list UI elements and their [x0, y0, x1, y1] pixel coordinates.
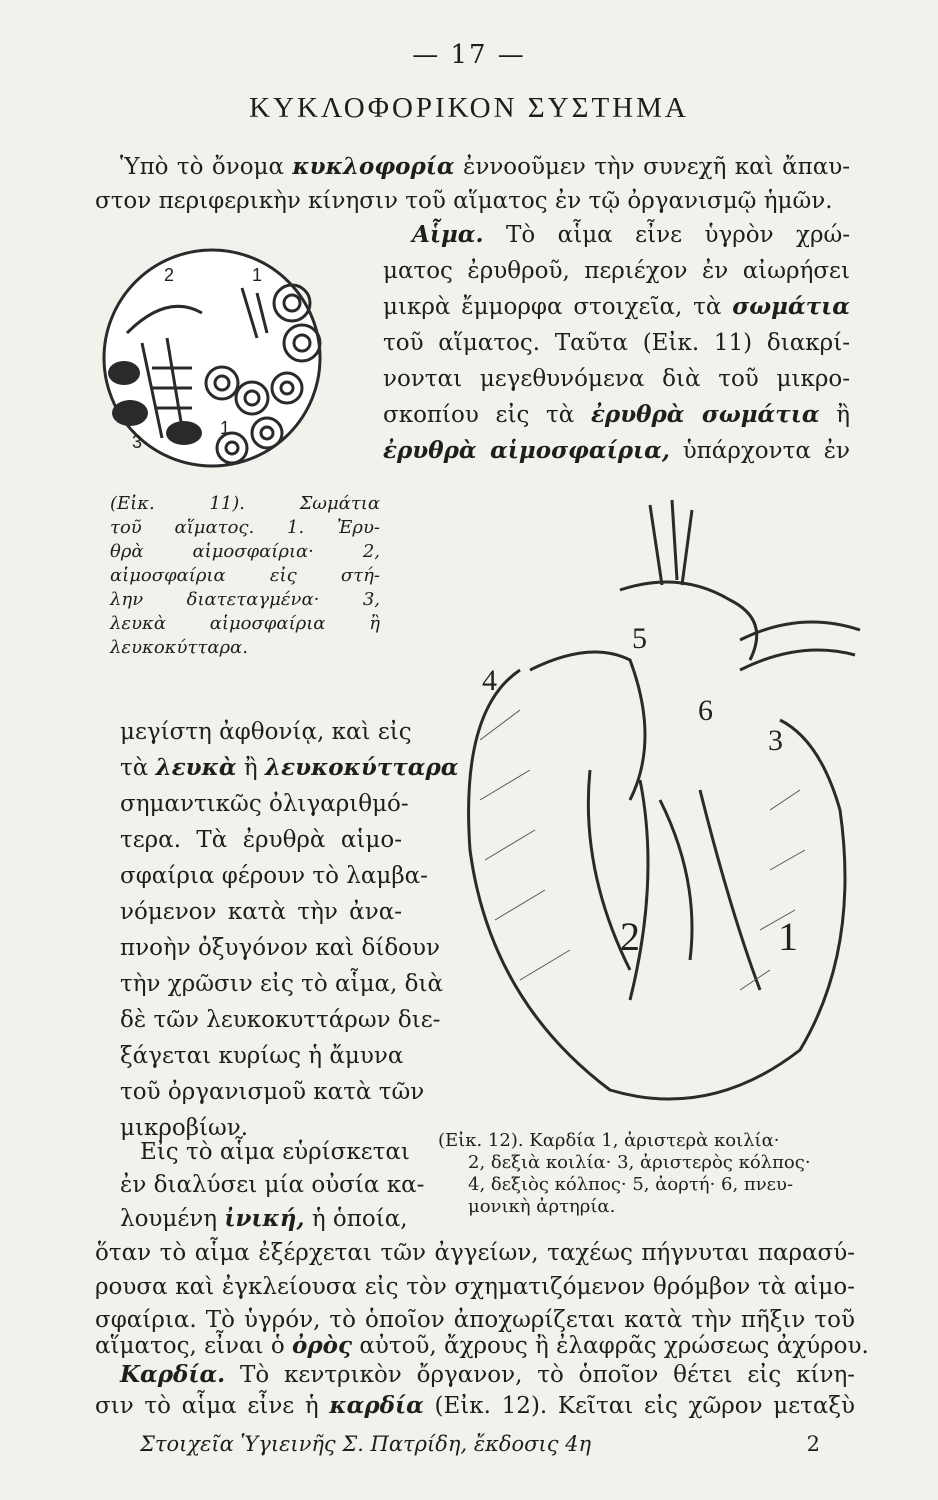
- blood-line-6: σκοπίου εἰς τὰ ἐρυθρὰ σωμάτια ἢ: [383, 401, 850, 428]
- blood-cells-figure: [92, 248, 342, 478]
- left-line: νόμενον κατὰ τὴν ἀνα-: [120, 899, 402, 925]
- term-erythra-aimosfairia: ἐρυθρὰ αἱμοσφαίρια,: [383, 437, 670, 464]
- blood-heading: Αἷμα.: [412, 221, 484, 248]
- blood-line-4: τοῦ αἵματος. Ταῦτα (Εἰκ. 11) διακρί-: [383, 330, 850, 356]
- blood-line-7: ἐρυθρὰ αἱμοσφαίρια, ὑπάρχοντα ἐν: [383, 437, 851, 464]
- term-somatia: σωμάτια: [732, 293, 850, 320]
- left-para2-line-3: λουμένη ἰνική, ἡ ὁποία,: [120, 1205, 408, 1232]
- heart-label-1: 1: [778, 914, 798, 959]
- intro-line-2: στον περιφερικὴν κίνησιν τοῦ αἵματος ἐν τῷ ὀργανισμῷ ἡμῶν.: [95, 188, 833, 214]
- heart-line-2: σιν τὸ αἷμα εἶνε ἡ καρδία (Εἰκ. 12). Κεῖται εἰς χῶρον μεταξὺ: [95, 1392, 856, 1419]
- bottom-line-2: ρουσα καὶ ἐγκλείουσα εἰς τὸν σχηματιζόμενον θρόμβον τὰ αἱμο-: [95, 1274, 855, 1300]
- blood-line-5: νονται μεγεθυνόμενα διὰ τοῦ μικρο-: [383, 366, 850, 392]
- page-number: — 17 —: [412, 40, 526, 70]
- heart-figure: [440, 480, 860, 1120]
- fig12-caption-line: μονικὴ ἀρτηρία.: [468, 1196, 616, 1217]
- heart-label-2: 2: [620, 914, 640, 959]
- blood-line-2: ματος ἐρυθροῦ, περιέχον ἐν αἰωρήσει: [383, 258, 850, 284]
- term-leuka: λευκὰ: [155, 754, 237, 781]
- term-oros: ὀρὸς: [292, 1332, 353, 1359]
- fig11-label-2: 2: [164, 265, 175, 285]
- footer: [140, 1432, 820, 1456]
- left-line-2: τὰ λευκὰ ἢ λευκοκύτταρα: [120, 754, 459, 781]
- footer-page: 2: [806, 1432, 820, 1456]
- left-line: σφαίρια φέρουν τὸ λαμβα-: [120, 863, 428, 889]
- left-line: δὲ τῶν λευκοκυττάρων διε-: [120, 1007, 441, 1033]
- fig11-caption: [110, 492, 380, 660]
- fig11-caption-line: θρὰ αἱμοσφαίρια· 2,: [110, 541, 380, 562]
- fig11-caption-line: αἱμοσφαίρια εἰς στή-: [110, 565, 380, 586]
- fig11-caption-line: λευκοκύτταρα.: [110, 637, 248, 658]
- heart-label-4: 4: [482, 664, 497, 697]
- bottom-line-1: ὅταν τὸ αἷμα ἐξέρχεται τῶν ἀγγείων, ταχέως πήγνυται παρασύ-: [95, 1240, 855, 1266]
- fig11-caption-line: (Εἰκ. 11). Σωμάτια: [110, 493, 380, 514]
- heart-label-3: 3: [768, 724, 783, 757]
- left-para2-line-1: Εἰς τὸ αἷμα εὑρίσκεται: [140, 1139, 410, 1165]
- term-iniki: ἰνική,: [224, 1205, 305, 1232]
- left-line: πνοὴν ὀξυγόνον καὶ δίδουν: [120, 935, 440, 961]
- fig11-caption-line: λευκὰ αἱμοσφαίρια ἢ: [110, 613, 380, 634]
- heart-heading: Καρδία.: [120, 1361, 226, 1388]
- term-erythra-somatia: ἐρυθρὰ σωμάτια: [590, 401, 820, 428]
- term-kardia: καρδία: [329, 1392, 424, 1419]
- fig12-caption-line: (Εἰκ. 12). Καρδία 1, ἀριστερὰ κοιλία·: [438, 1130, 780, 1151]
- left-line-1: μεγίστη ἀφθονίᾳ, καὶ εἰς: [120, 719, 412, 745]
- intro-line-1: Ὑπὸ τὸ ὄνομα κυκλοφορία ἐννοοῦμεν τὴν συνεχῆ καὶ ἄπαυ-: [120, 153, 851, 180]
- heart-label-6: 6: [698, 694, 713, 727]
- page-title: ΚΥΚΛΟΦΟΡΙΚΟΝ ΣΥΣΤΗΜΑ: [249, 92, 689, 124]
- bottom-line-3: σφαίρια. Τὸ ὑγρόν, τὸ ὁποῖον ἀποχωρίζεται κατὰ τὴν πῆξιν τοῦ: [95, 1307, 855, 1333]
- heart-line-1: Καρδία. Τὸ κεντρικὸν ὄργανον, τὸ ὁποῖον θέτει εἰς κίνη-: [120, 1361, 855, 1388]
- fig12-caption-line: 4, δεξιὸς κόλπος· 5, ἀορτή· 6, πνευ-: [468, 1174, 794, 1195]
- blood-line-1: Αἷμα. Τὸ αἷμα εἶνε ὑγρὸν χρώ-: [412, 221, 851, 248]
- heart-label-5: 5: [632, 622, 647, 655]
- left-line: τοῦ ὀργανισμοῦ κατὰ τῶν: [120, 1079, 425, 1105]
- term-kykloforia: κυκλοφορία: [292, 153, 455, 180]
- left-line: μικροβίων.: [120, 1115, 249, 1141]
- left-line: τερα. Τὰ ἐρυθρὰ αἱμο-: [120, 827, 402, 853]
- footer-text: Στοιχεῖα Ὑγιεινῆς Σ. Πατρίδη, ἔκδοσις 4η: [140, 1432, 592, 1456]
- left-line: τὴν χρῶσιν εἰς τὸ αἷμα, διὰ: [120, 971, 444, 997]
- left-para2-line-2: ἐν διαλύσει μία οὐσία κα-: [120, 1172, 425, 1198]
- left-line: σημαντικῶς ὀλιγαριθμό-: [120, 791, 409, 817]
- fig11-label-3: 3: [132, 432, 143, 452]
- fig11-caption-line: λην διατεταγμένα· 3,: [110, 589, 380, 610]
- bottom-line-4: αἵματος, εἶναι ὁ ὀρὸς αὐτοῦ, ἄχρους ἢ ἐλαφρᾶς χρώσεως ἀχύρου.: [95, 1332, 869, 1359]
- fig12-caption: [438, 1130, 850, 1218]
- fig12-caption-line: 2, δεξιὰ κοιλία· 3, ἀριστερὸς κόλπος·: [468, 1152, 811, 1173]
- left-line: ξάγεται κυρίως ἡ ἄμυνα: [120, 1043, 404, 1069]
- fig11-label-1a: 1: [252, 265, 263, 285]
- fig11-label-1b: 1: [220, 418, 231, 438]
- term-leukokyttara: λευκοκύτταρα: [265, 754, 459, 781]
- blood-line-3: μικρὰ ἔμμορφα στοιχεῖα, τὰ σωμάτια: [383, 293, 850, 320]
- fig11-caption-line: τοῦ αἵματος. 1. Ἐρυ-: [110, 517, 380, 538]
